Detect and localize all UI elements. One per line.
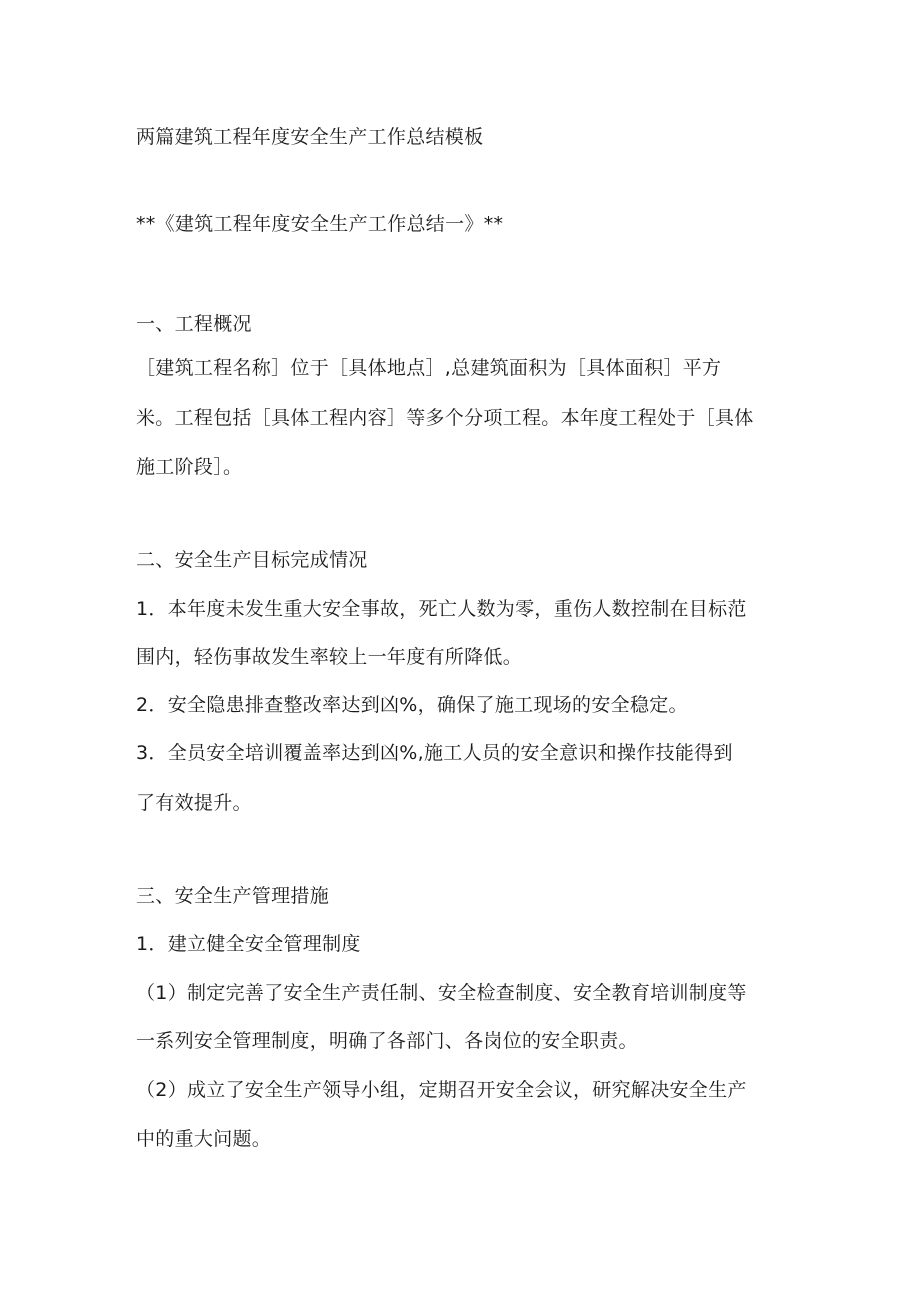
paragraph-line: 施工阶段］。 bbox=[136, 456, 243, 478]
paragraph-line: 米。工程包括［具体工程内容］等多个分项工程。本年度工程处于［具体 bbox=[136, 407, 754, 429]
paragraph-line: 围内，轻伤事故发生率较上一年度有所降低。 bbox=[136, 646, 523, 668]
paragraph-line: （1）制定完善了安全生产责任制、安全检查制度、安全教育培训制度等 bbox=[136, 982, 747, 1004]
paragraph-line: ［建筑工程名称］位于［具体地点］,总建筑面积为［具体面积］平方 bbox=[136, 357, 722, 379]
paragraph-line: 1．建立健全安全管理制度 bbox=[136, 933, 361, 955]
paragraph-line: 1．本年度未发生重大安全事故，死亡人数为零，重伤人数控制在目标范 bbox=[136, 598, 747, 620]
document-title: 两篇建筑工程年度安全生产工作总结模板 bbox=[136, 126, 484, 148]
paragraph-line: 一系列安全管理制度，明确了各部门、各岗位的安全职责。 bbox=[136, 1030, 638, 1052]
document-subtitle: **《建筑工程年度安全生产工作总结一》** bbox=[136, 213, 504, 235]
paragraph-line: 2．安全隐患排查整改率达到凶%，确保了施工现场的安全稳定。 bbox=[136, 694, 688, 716]
section-heading: 二、安全生产目标完成情况 bbox=[136, 549, 368, 571]
paragraph-line: 中的重大问题。 bbox=[136, 1128, 272, 1150]
paragraph-line: 了有效提升。 bbox=[136, 792, 252, 814]
section-heading: 一、工程概况 bbox=[136, 313, 252, 335]
paragraph-line: 3．全员安全培训覆盖率达到凶%,施工人员的安全意识和操作技能得到 bbox=[136, 742, 733, 764]
paragraph-line: （2）成立了安全生产领导小组，定期召开安全会议，研究解决安全生产 bbox=[136, 1079, 747, 1101]
section-heading: 三、安全生产管理措施 bbox=[136, 885, 330, 907]
